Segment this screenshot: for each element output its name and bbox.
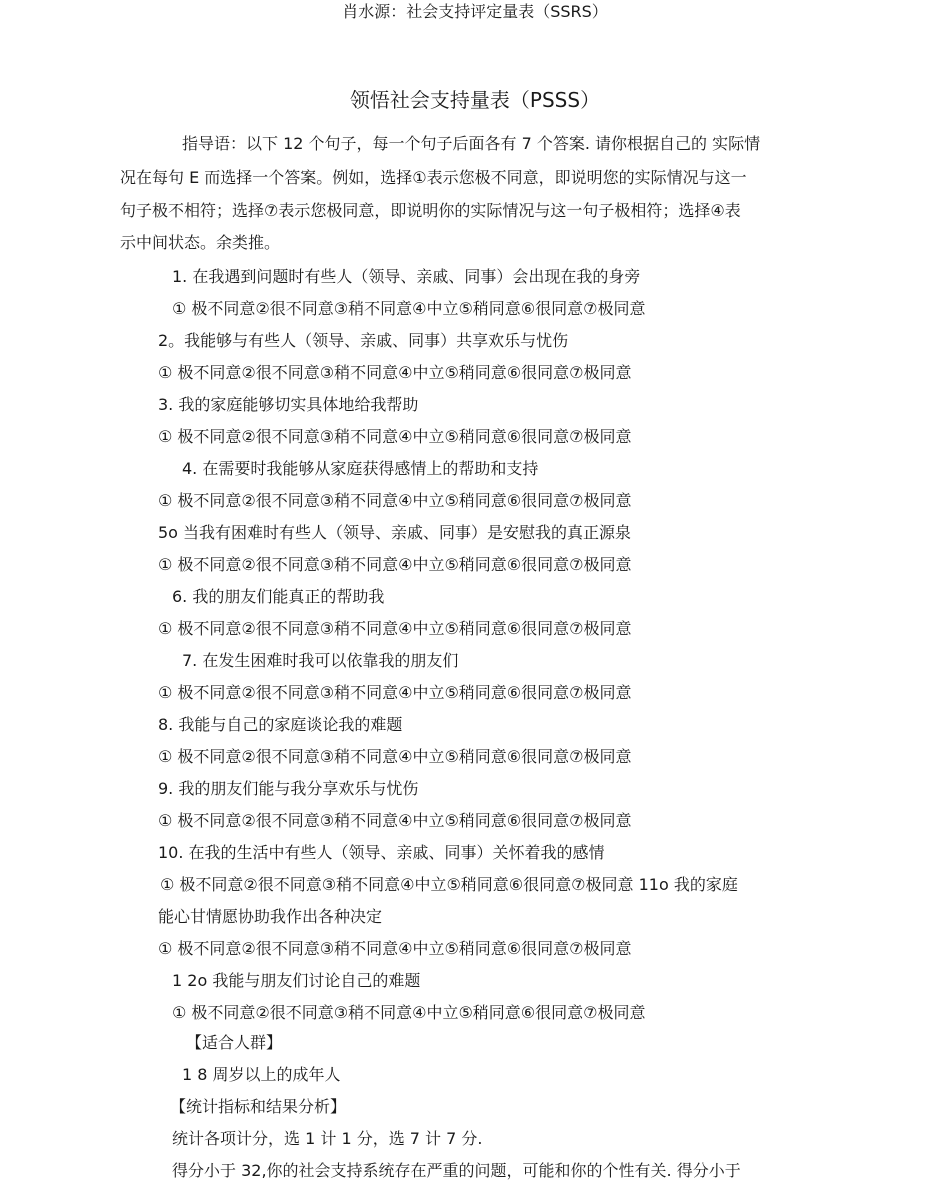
page-title: 领悟社会支持量表（PSSS） (349, 88, 601, 112)
item-8-question: 8. 我能与自己的家庭谈论我的难题 (158, 715, 403, 734)
score-text: 得分小于 32,你的社会支持系统存在严重的问题，可能和你的个性有关. 得分小于 (172, 1161, 741, 1180)
instruction-line-3: 句子极不相符；选择⑦表示您极同意，即说明你的实际情况与这一句子极相符；选择④表 (120, 201, 741, 220)
item-9-question: 9. 我的朋友们能与我分享欢乐与忧伤 (158, 779, 419, 798)
item-6-question: 6. 我的朋友们能真正的帮助我 (172, 587, 385, 606)
instruction-line-2: 况在每句 E 而选择一个答案。例如，选择①表示您极不同意，即说明您的实际情况与这一 (120, 168, 747, 187)
instruction-line-1: 指导语：以下 12 个句子，每一个句子后面各有 7 个答案. 请你根据自己的 实际情 (182, 134, 761, 153)
item-10-question: 10. 在我的生活中有些人（领导、亲戚、同事）关怀着我的感情 (158, 843, 605, 862)
audience-heading: 【适合人群】 (186, 1033, 283, 1052)
item-7-options: ① 极不同意②很不同意③稍不同意④中立⑤稍同意⑥很同意⑦极同意 (158, 683, 632, 702)
item-4-options: ① 极不同意②很不同意③稍不同意④中立⑤稍同意⑥很同意⑦极同意 (158, 491, 632, 510)
item-5-question: 5o 当我有困难时有些人（领导、亲戚、同事）是安慰我的真正源泉 (158, 523, 632, 542)
item-10-options: ① 极不同意②很不同意③稍不同意④中立⑤稍同意⑥很同意⑦极同意 11o 我的家庭 (160, 875, 738, 894)
running-header: 肖水源：社会支持评定量表（SSRS） (342, 2, 608, 21)
item-11-options: ① 极不同意②很不同意③稍不同意④中立⑤稍同意⑥很同意⑦极同意 (158, 939, 632, 958)
item-3-options: ① 极不同意②很不同意③稍不同意④中立⑤稍同意⑥很同意⑦极同意 (158, 427, 632, 446)
item-9-options: ① 极不同意②很不同意③稍不同意④中立⑤稍同意⑥很同意⑦极同意 (158, 811, 632, 830)
item-2-question: 2。我能够与有些人（领导、亲戚、同事）共享欢乐与忧伤 (158, 331, 569, 350)
audience-text: 1 8 周岁以上的成年人 (182, 1065, 341, 1084)
item-7-question: 7. 在发生困难时我可以依靠我的朋友们 (182, 651, 459, 670)
item-11-question: 能心甘情愿协助我作出各种决定 (158, 907, 383, 926)
item-12-question: 1 2o 我能与朋友们讨论自己的难题 (172, 971, 421, 990)
stats-heading: 【统计指标和结果分析】 (170, 1097, 347, 1116)
item-1-question: 1. 在我遇到问题时有些人（领导、亲戚、同事）会出现在我的身旁 (172, 267, 641, 286)
item-8-options: ① 极不同意②很不同意③稍不同意④中立⑤稍同意⑥很同意⑦极同意 (158, 747, 632, 766)
stats-text: 统计各项计分，选 1 计 1 分，选 7 计 7 分. (172, 1129, 483, 1148)
item-12-options: ① 极不同意②很不同意③稍不同意④中立⑤稍同意⑥很同意⑦极同意 (172, 1003, 646, 1022)
item-6-options: ① 极不同意②很不同意③稍不同意④中立⑤稍同意⑥很同意⑦极同意 (158, 619, 632, 638)
item-5-options: ① 极不同意②很不同意③稍不同意④中立⑤稍同意⑥很同意⑦极同意 (158, 555, 632, 574)
item-1-options: ① 极不同意②很不同意③稍不同意④中立⑤稍同意⑥很同意⑦极同意 (172, 299, 646, 318)
item-3-question: 3. 我的家庭能够切实具体地给我帮助 (158, 395, 419, 414)
item-2-options: ① 极不同意②很不同意③稍不同意④中立⑤稍同意⑥很同意⑦极同意 (158, 363, 632, 382)
item-4-question: 4. 在需要时我能够从家庭获得感情上的帮助和支持 (182, 459, 539, 478)
instruction-line-4: 示中间状态。余类推。 (120, 233, 281, 252)
